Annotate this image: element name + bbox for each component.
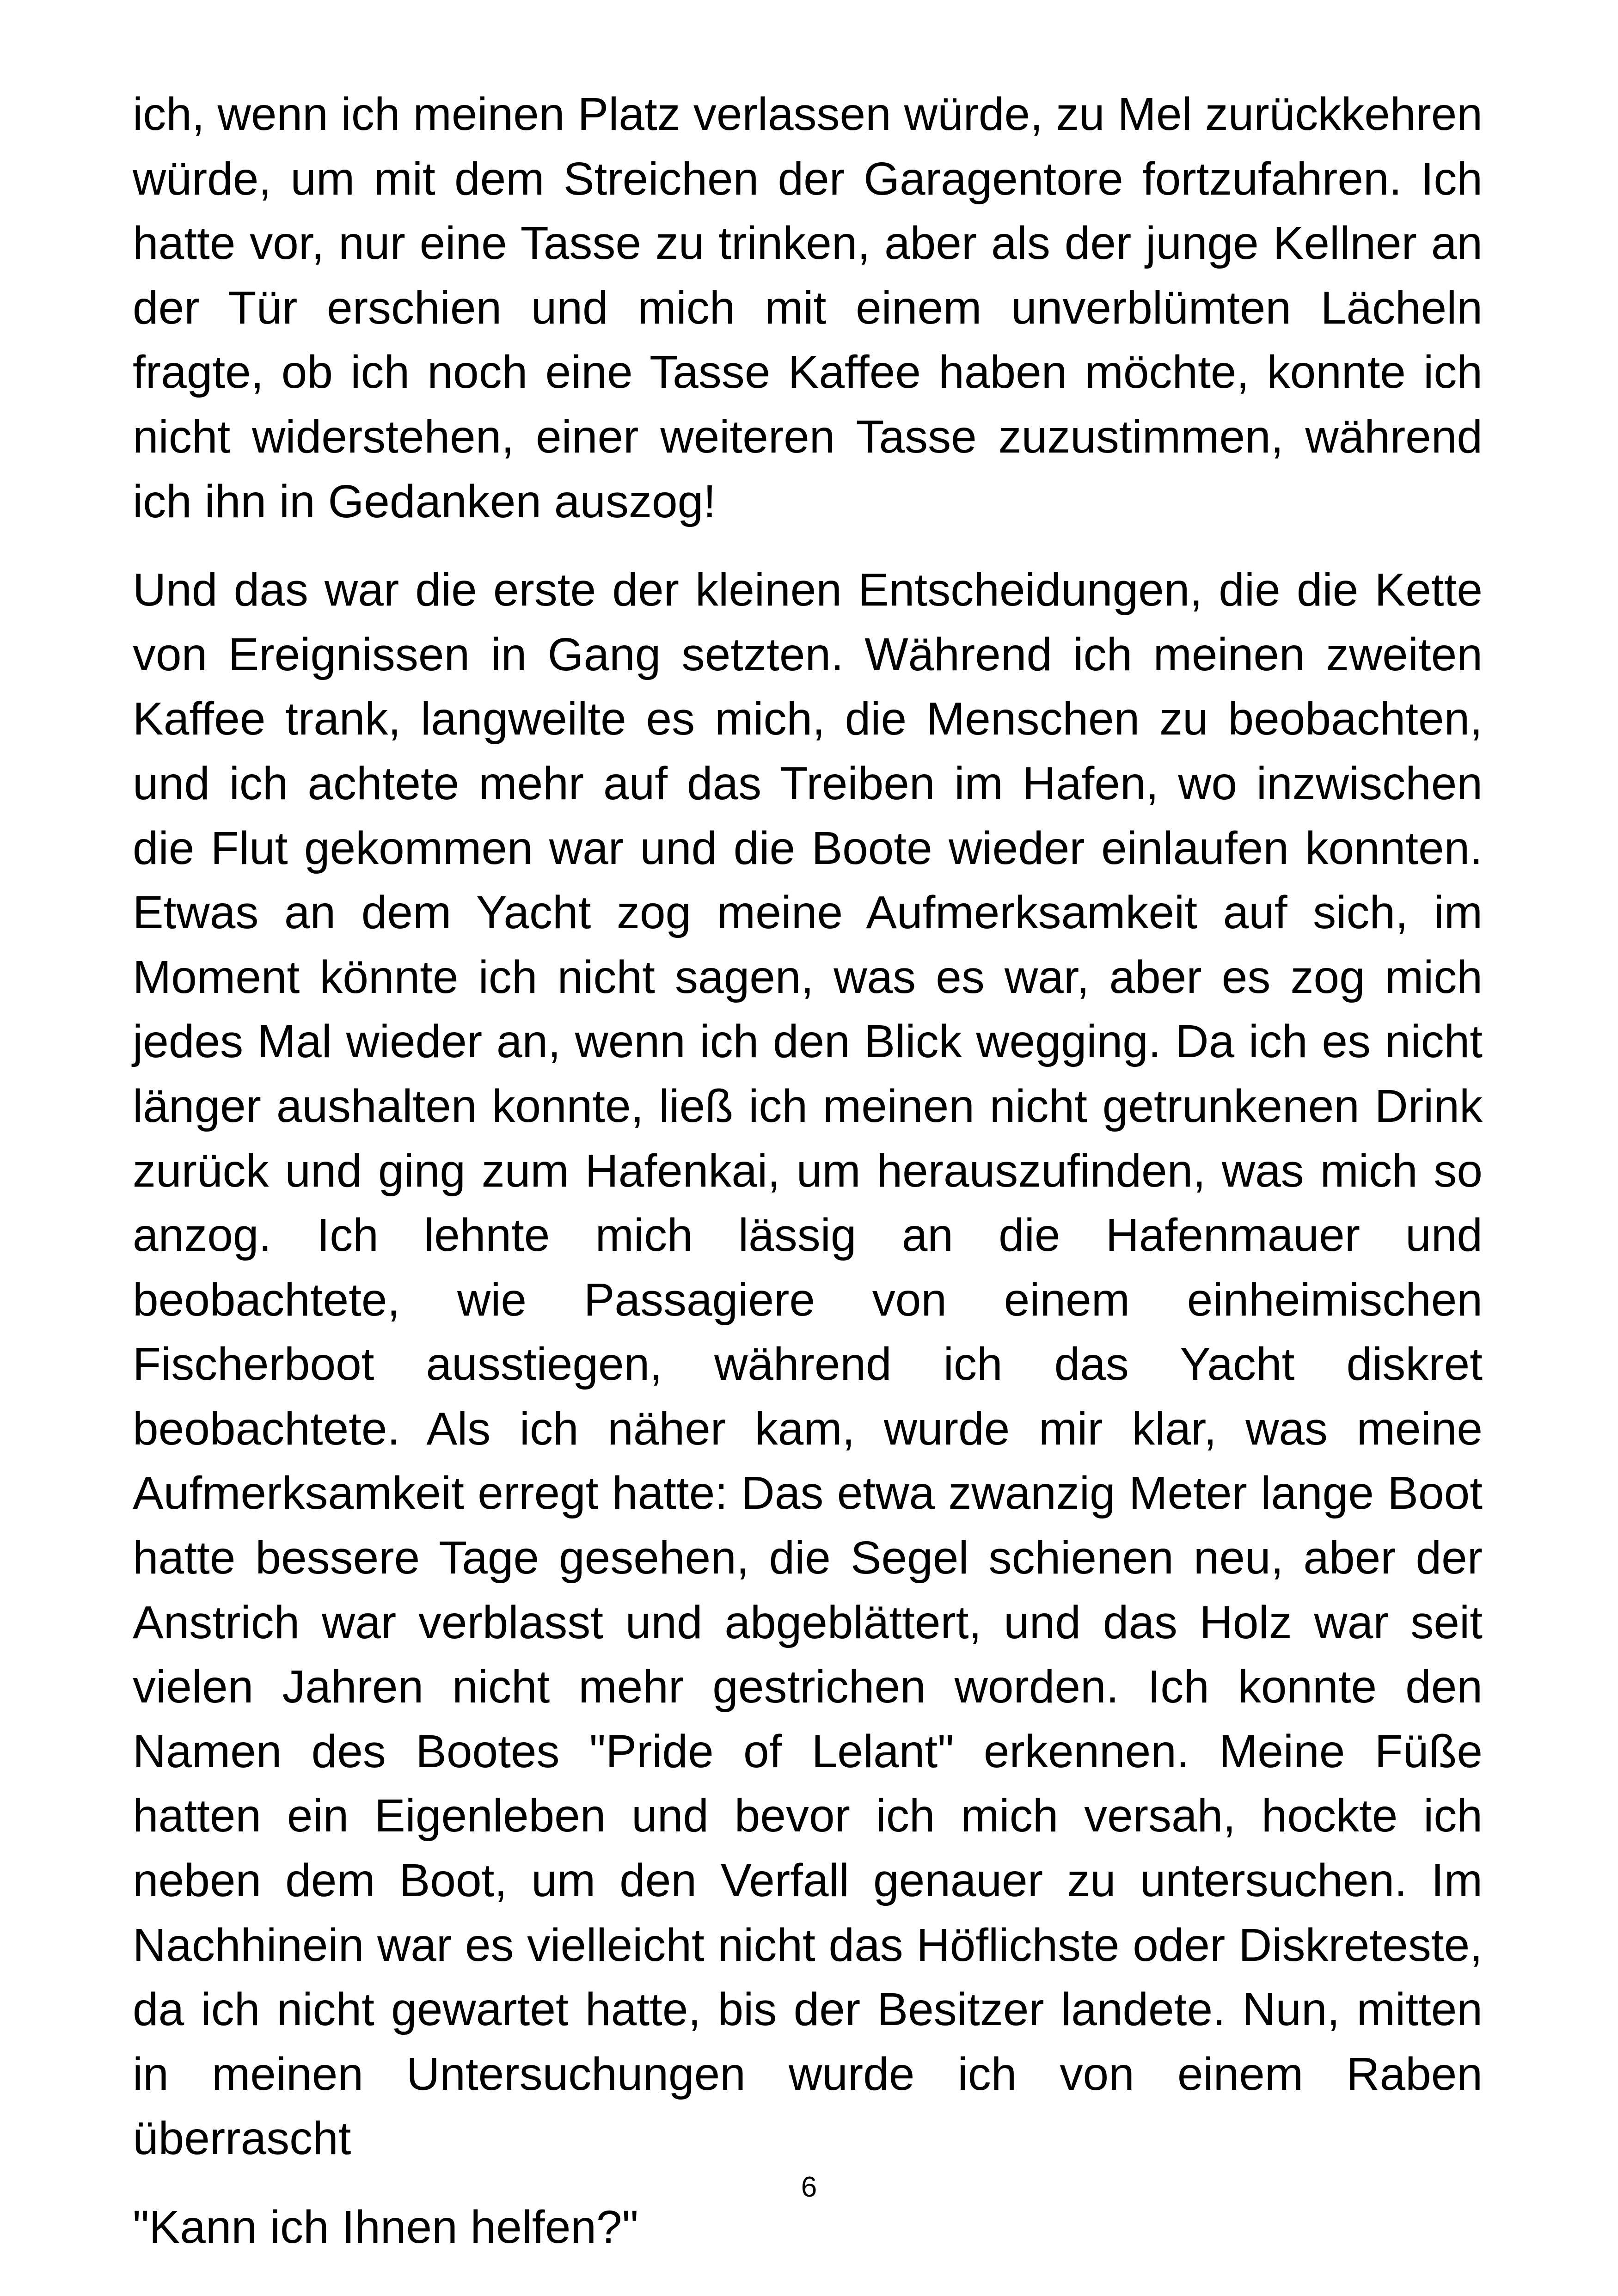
body-text (133, 82, 1483, 2260)
paragraph-3: "Kann ich Ihnen helfen?" (133, 2201, 639, 2253)
paragraph-2: Und das war die erste der kleinen Entscheidungen, die die Kette von Ereignissen in Gang setzten. Während ich meinen zweiten Kaffee trank, langweilte es mich, die Menschen zu beobachten, und ich achtete mehr auf das Treiben im Hafen, wo inzwischen die Flut gekommen war und die Boote wieder einlaufen konnten. Etwas an dem Yacht zog meine Aufmerksamkeit auf sich, im Moment könnte ich nicht sagen, was es war, aber es zog mich jedes Mal wieder an, wenn ich den Blick wegging. Da ich es nicht länger aushalten konnte, ließ ich meinen nicht getrunkenen Drink zurück und ging zum Hafenkai, um herauszufinden, was mich so anzog. Ich lehnte mich lässig an die Hafenmauer und beobachtete, wie Passagiere von einem einheimischen Fischerboot ausstiegen, während ich das Yacht diskret beobachtete. Als ich näher kam, wurde mir klar, was meine Aufmerksamkeit erregt hatte: Das etwa zwanzig Meter lange Boot hatte bessere Tage gesehen, die Segel schienen neu, aber der Anstrich war verblasst und abgeblättert, und das Holz war seit vielen Jahren nicht mehr gestrichen worden. Ich konnte den Namen des Bootes "Pride of Lelant" erkennen. Meine Füße hatten ein Eigenleben und bevor ich mich versah, hockte ich neben dem Boot, um den Verfall genauer zu untersuchen. Im Nachhinein war es vielleicht nicht das Höflichste oder Diskreteste, da ich nicht gewartet hatte, bis der Besitzer landete. Nun, mitten in meinen Untersuchungen wurde ich von einem Raben überrascht (133, 564, 1483, 2165)
paragraph-1: ich, wenn ich meinen Platz verlassen würde, zu Mel zurückkehren würde, um mit dem Streichen der Garagentore fortzufahren. Ich hatte vor, nur eine Tasse zu trinken, aber als der junge Kellner an der Tür erschien und mich mit einem unverblümten Lächeln fragte, ob ich noch eine Tasse Kaffee haben möchte, konnte ich nicht widerstehen, einer weiteren Tasse zuzustimmen, während ich ihn in Gedanken auszog! (133, 88, 1483, 527)
page-number: 6 (801, 2171, 817, 2203)
